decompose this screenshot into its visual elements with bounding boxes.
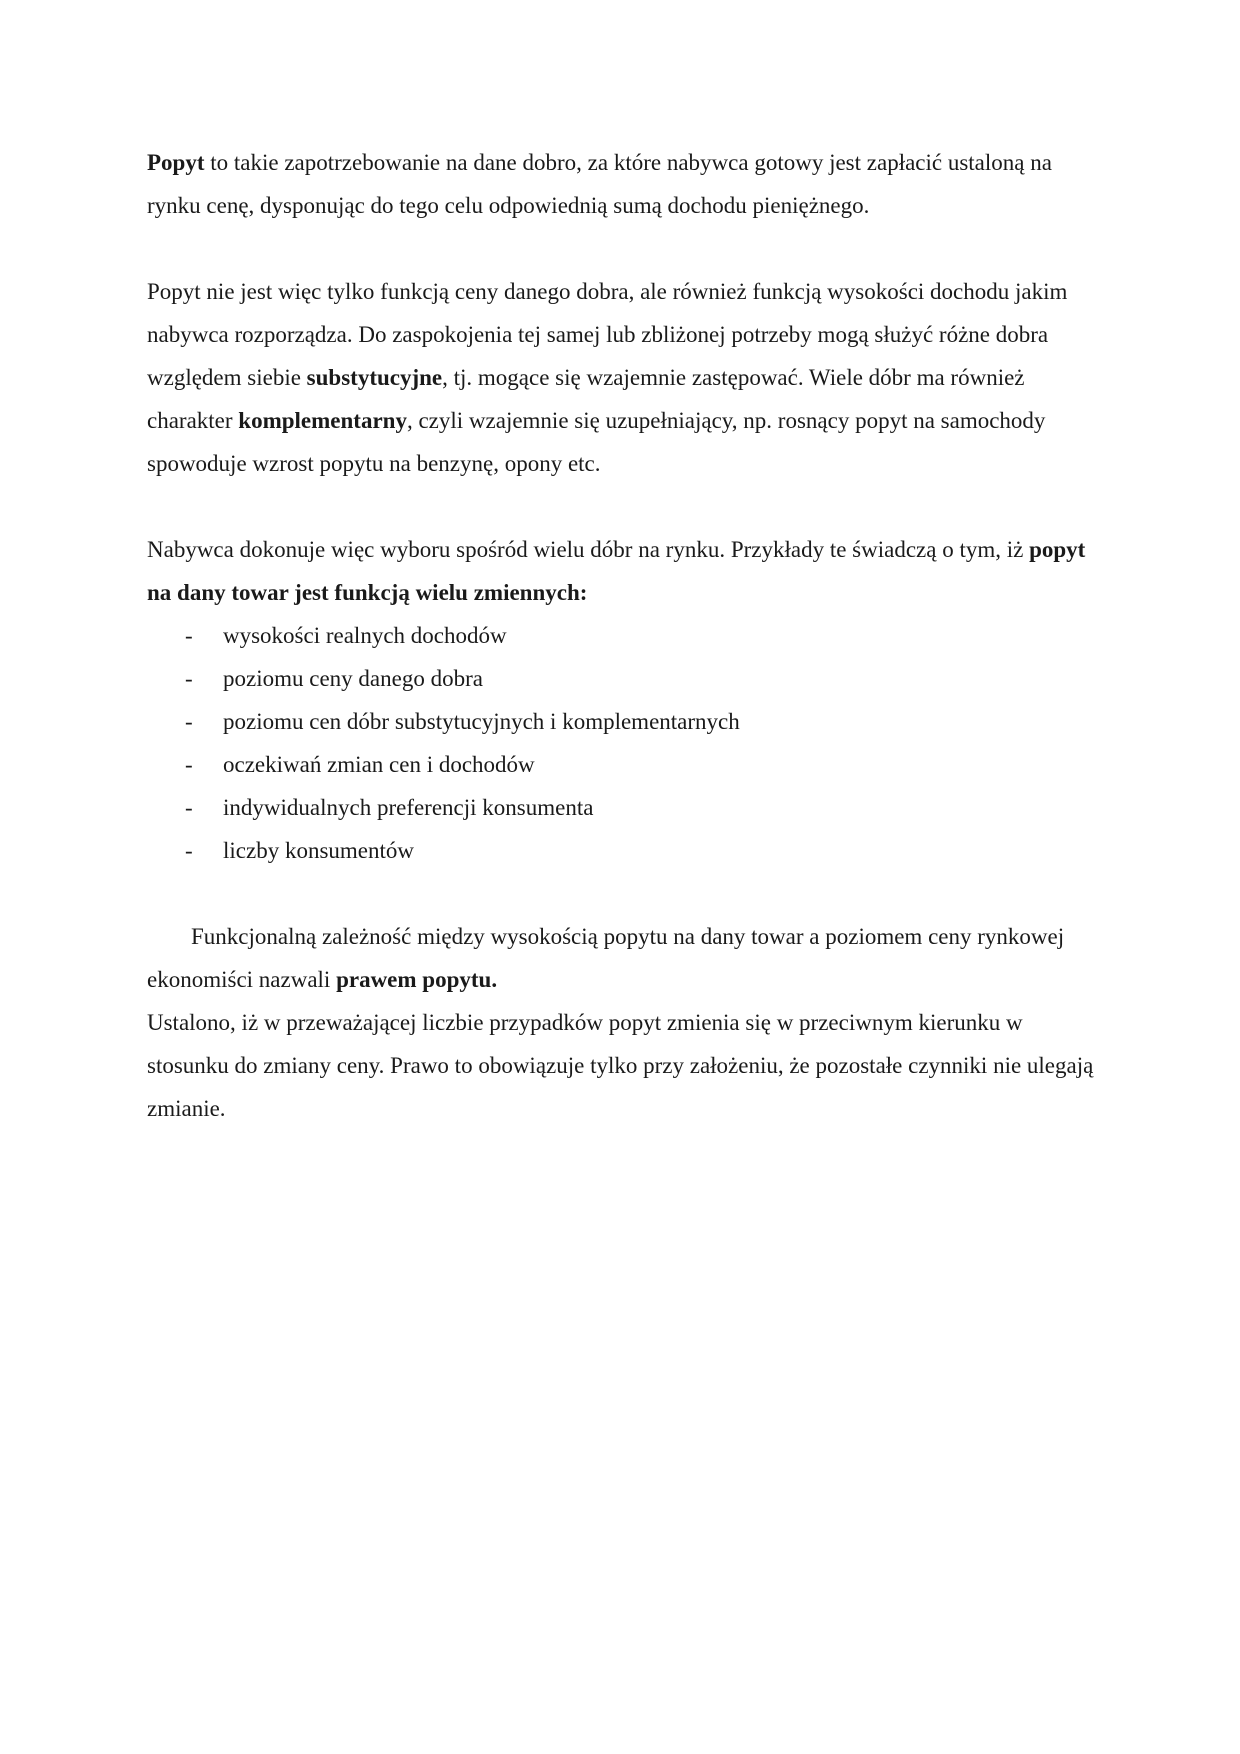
list-dash: -	[185, 752, 193, 777]
list-item-text: indywidualnych preferencji konsumenta	[223, 795, 594, 820]
paragraph-substitutes	[147, 270, 1107, 485]
list-dash: -	[185, 623, 193, 648]
list-item-text: poziomu ceny danego dobra	[223, 666, 483, 691]
term-prawo-popytu: prawem popytu.	[336, 967, 498, 992]
paragraph-definition	[147, 141, 1107, 227]
list-dash: -	[185, 795, 193, 820]
paragraph-law-of-demand	[147, 915, 1107, 1001]
document-page	[147, 141, 1107, 1130]
list-item-text: oczekiwań zmian cen i dochodów	[223, 752, 535, 777]
list-item	[147, 743, 1107, 786]
term-komplementarny: komplementarny	[238, 408, 407, 433]
paragraph-text: Popyt nie jest więc tylko funkcją ceny danego dobra, ale również funkcją wysokości dochodu jakim nabywca rozporządza. Do zaspokojenia tej samej lub zbliżonej potrzeby mogą służyć różne dobra względem siebie	[147, 279, 1068, 390]
paragraph-text: Nabywca dokonuje więc wyboru spośród wielu dóbr na rynku. Przykłady te świadczą o tym, iż	[147, 537, 1030, 562]
list-item	[147, 614, 1107, 657]
list-dash: -	[185, 666, 193, 691]
term-function-of-variables: popyt na dany towar jest funkcją wielu zmiennych:	[147, 537, 1086, 605]
list-item-text: liczby konsumentów	[223, 838, 414, 863]
definition-text: to takie zapotrzebowanie na dane dobro, za które nabywca gotowy jest zapłacić ustaloną na rynku cenę, dysponując do tego celu odpowiednią sumą dochodu pieniężnego.	[147, 150, 1052, 218]
list-item	[147, 786, 1107, 829]
list-item-text: poziomu cen dóbr substytucyjnych i komplementarnych	[223, 709, 740, 734]
paragraph-text: Funkcjonalną zależność między wysokością popytu na dany towar a poziomem ceny rynkowej ekonomiści nazwali	[147, 924, 1065, 992]
list-item	[147, 657, 1107, 700]
list-item-text: wysokości realnych dochodów	[223, 623, 507, 648]
list-item	[147, 829, 1107, 872]
term-substytucyjne: substytucyjne	[306, 365, 443, 390]
list-item	[147, 700, 1107, 743]
factors-list	[147, 614, 1107, 872]
list-dash: -	[185, 709, 193, 734]
list-dash: -	[185, 838, 193, 863]
paragraph-conclusion: Ustalono, iż w przeważającej liczbie przypadków popyt zmienia się w przeciwnym kierunku w stosunku do zmiany ceny. Prawo to obowiązuje tylko przy założeniu, że pozostałe czynniki nie ulegają zmianie.	[147, 1010, 1094, 1121]
paragraph-choice	[147, 528, 1107, 614]
paragraph-text: , tj. mogące się wzajemnie zastępować. Wiele dóbr ma również charakter	[147, 365, 1025, 433]
paragraph-text: , czyli wzajemnie się uzupełniający, np. rosnący popyt na samochody spowoduje wzrost popytu na benzynę, opony etc.	[147, 408, 1046, 476]
term-popyt: Popyt	[147, 150, 205, 175]
